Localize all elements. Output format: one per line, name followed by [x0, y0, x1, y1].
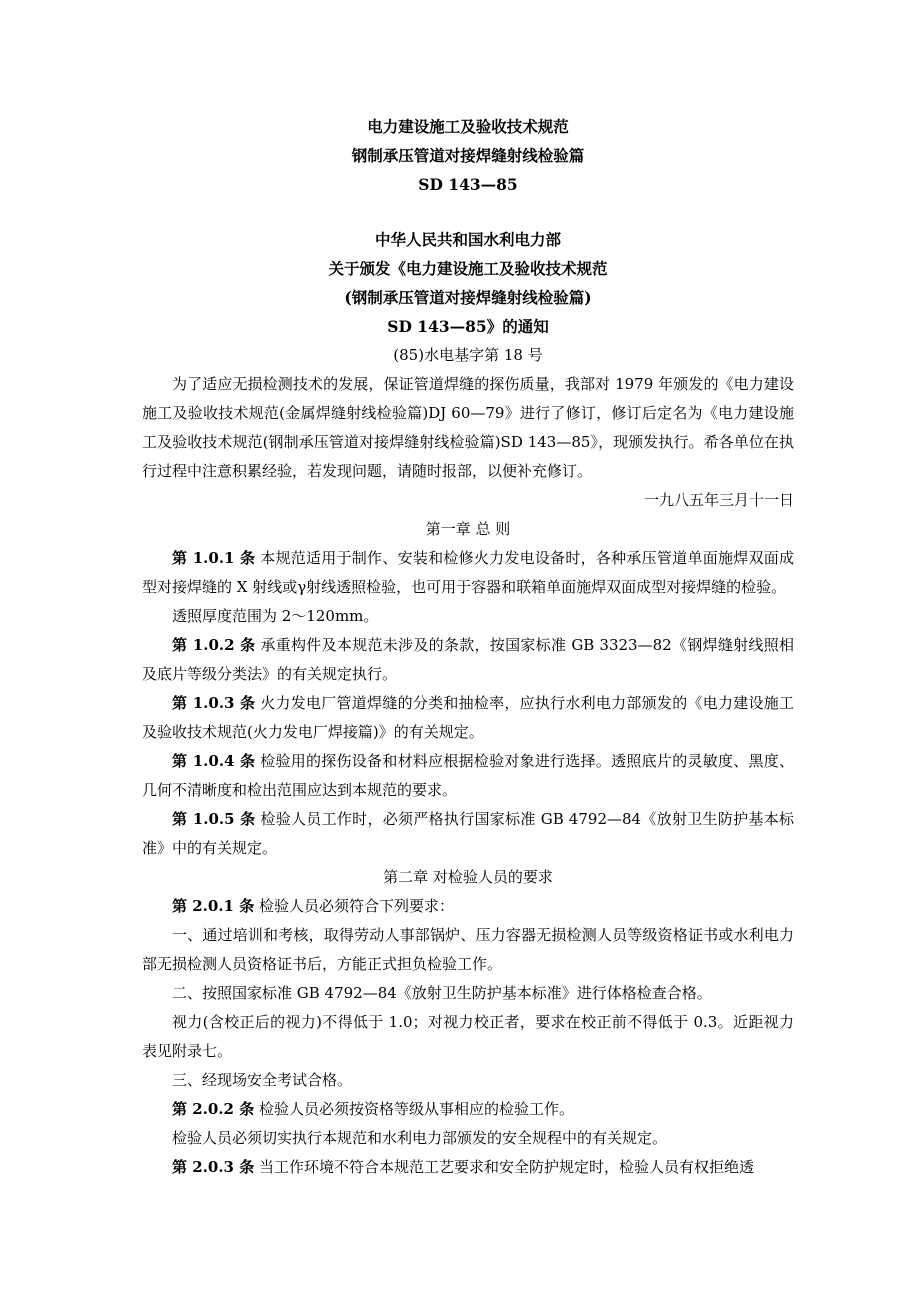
- standard-subtitle: 钢制承压管道对接焊缝射线检验篇: [351, 146, 585, 165]
- article-1-0-2: [142, 631, 794, 689]
- notice-doc-number: (85)水电基字第 18 号: [393, 346, 543, 364]
- chapter-1-title: 第一章 总 则: [425, 520, 511, 538]
- article-number: 第 1.0.2 条: [172, 636, 256, 654]
- article-number: 第 2.0.3 条: [172, 1158, 255, 1176]
- article-1-0-1-range: 透照厚度范围为 2～120mm。: [172, 607, 379, 625]
- article-text: 火力发电厂管道焊缝的分类和抽检率，应执行水利电力部颁发的《电力建设施工及验收技术规范(火力发电厂焊接篇)》的有关规定。: [142, 694, 794, 741]
- article-number: 第 1.0.3 条: [172, 694, 256, 712]
- standard-code: SD 143—85: [418, 175, 518, 194]
- article-number: 第 1.0.4 条: [172, 752, 256, 770]
- requirement-item-1: 一、通过培训和考核，取得劳动人事部锅炉、压力容器无损检测人员等级资格证书或水利电力部无损检测人员资格证书后，方能正式担负检验工作。: [142, 926, 794, 973]
- document-page: [142, 112, 794, 1182]
- article-text: 检验人员工作时，必须严格执行国家标准 GB 4792—84《放射卫生防护基本标准》中的有关规定。: [142, 810, 794, 857]
- article-1-0-5: [142, 805, 794, 863]
- article-text: 检验人员必须符合下列要求：: [258, 897, 454, 915]
- notice-body: 为了适应无损检测技术的发展，保证管道焊缝的探伤质量，我部对 1979 年颁发的《电力建设施工及验收技术规范(金属焊缝射线检验篇)DJ 60—79》进行了修订，修订后定名为《电力建设施工及验收技术规范(钢制承压管道对接焊缝射线检验篇)SD 143—85》，现颁发执行。希各单位在执行过程中注意积累经验，若发现问题，请随时报部，以便补充修订。: [142, 375, 794, 480]
- standard-title: 电力建设施工及验收技术规范: [367, 117, 569, 136]
- notice-title-line1: 关于颁发《电力建设施工及验收技术规范: [328, 259, 608, 278]
- article-number: 第 1.0.1 条: [172, 549, 256, 567]
- article-2-0-2-extra: 检验人员必须切实执行本规范和水利电力部颁发的安全规程中的有关规定。: [172, 1129, 668, 1147]
- notice-date: 一九八五年三月十一日: [643, 491, 794, 509]
- article-2-0-1: [142, 892, 794, 921]
- standard-title-block: [142, 112, 794, 199]
- chapter-2-title: 第二章 对检验人员的要求: [383, 868, 553, 886]
- article-number: 第 2.0.2 条: [172, 1100, 255, 1118]
- article-text: 本规范适用于制作、安装和检修火力发电设备时，各种承压管道单面施焊双面成型对接焊缝的 X 射线或γ射线透照检验，也可用于容器和联箱单面施焊双面成型对接焊缝的检验。: [142, 549, 794, 596]
- notice-title-block: [142, 225, 794, 341]
- article-1-0-3: [142, 689, 794, 747]
- notice-title-line2: (钢制承压管道对接焊缝射线检验篇): [344, 288, 592, 307]
- notice-title-line3: SD 143—85》的通知: [387, 317, 549, 336]
- article-1-0-4: [142, 747, 794, 805]
- article-text: 承重构件及本规范未涉及的条款，按国家标准 GB 3323—82《钢焊缝射线照相及底片等级分类法》的有关规定执行。: [142, 636, 794, 683]
- notice-issuer: 中华人民共和国水利电力部: [374, 230, 561, 249]
- article-1-0-1: [142, 544, 794, 602]
- vision-requirement: 视力(含校正后的视力)不得低于 1.0；对视力校正者，要求在校正前不得低于 0.3。近距视力表见附录七。: [142, 1013, 794, 1060]
- article-text: 当工作环境不符合本规范工艺要求和安全防护规定时，检验人员有权拒绝透: [258, 1158, 754, 1176]
- article-number: 第 1.0.5 条: [172, 810, 256, 828]
- article-2-0-3: [142, 1153, 794, 1182]
- requirement-item-2: 二、按照国家标准 GB 4792—84《放射卫生防护基本标准》进行体格检查合格。: [172, 984, 712, 1002]
- article-text: 检验人员必须按资格等级从事相应的检验工作。: [258, 1100, 574, 1118]
- requirement-item-3: 三、经现场安全考试合格。: [172, 1071, 353, 1089]
- article-number: 第 2.0.1 条: [172, 897, 255, 915]
- article-text: 检验用的探伤设备和材料应根据检验对象进行选择。透照底片的灵敏度、黑度、几何不清晰度和检出范围应达到本规范的要求。: [142, 752, 794, 799]
- article-2-0-2: [142, 1095, 794, 1124]
